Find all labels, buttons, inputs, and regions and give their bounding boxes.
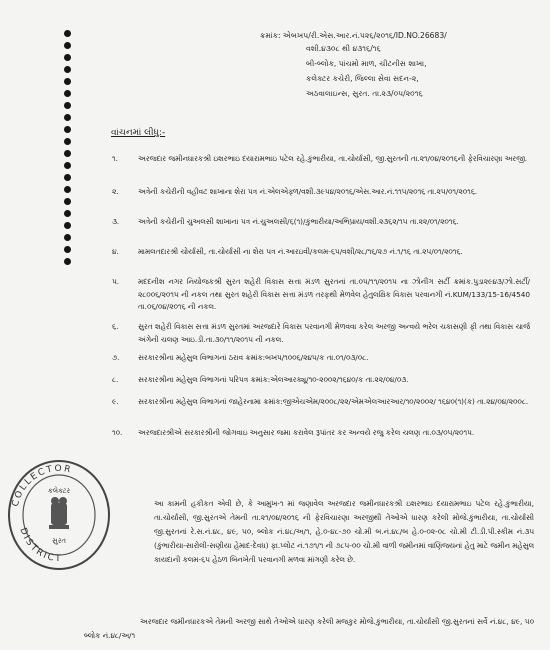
reference-text: સરકારશ્રીના મહેસુલ વિભાગનાં ઠરાવ ક્રમાંક:બખપ/૧૦૦૬/૨૪૫/ક તા.૦૧/૦૩/૦૮. <box>138 353 369 362</box>
seal-top-text: COLLECTOR <box>10 463 74 508</box>
reference-number: ૮. <box>112 375 119 384</box>
punch-hole <box>64 258 71 265</box>
emblem-icon <box>49 497 69 529</box>
reference-text: અત્રેની કચેરીની ચુઅલસી શાખાના પત્ર નં.ચુઅલસી/૬(૧)/કુંભારીયા/અભિપ્રાય/વશી.૨૩૬૨/૧૫ તા.૨૨/૦૧/૨૦૧૬. <box>138 217 459 226</box>
punch-hole <box>64 150 71 157</box>
reference-text: અરજદાર જમીનધારકશ્રી ઇશરભાઇ દયારામભાઇ પટેલ રહે.કુંભારીયા, તા.ચોર્યાસી, જી.સુરતની તા.૨૧/૦૪/૨૦૧૬ની ફેરવિચારણા અરજી. <box>138 154 528 163</box>
reference-text: સુરત શહેરી વિકાસ સત્તા મંડળ સુરતમાં અરજદારે વિકાસ પરવાનગી મેળવવા કરેલ અરજી અન્વયે ભરેલ ચકાસણી ફી તથા વિકાસ ચાર્જ અંગેની ચલણ આઇ.ડી.તા.૩૦/૧૧/૨૦૧૫ ની નકલ. <box>138 322 530 344</box>
punch-hole <box>64 186 71 193</box>
reference-text: મદદનીશ નગર નિયોજકશ્રી સુરત શહેરી વિકાસ સત્તા મંડળ સુરતનાં તા.૦૫/૧૧/૨૦૧૫ ના ઝોનીંગ સર્ટી ક્રમાંક.પુડા૨૯૪૩/ઝો.સર્ટી/૨૮૦૦૬/૨૦૧૫ ની નકલ તથા સુરત શહેરી વિકાસ સત્તા મંડળ તરફથી મેળવેલ હેતુલક્ષિક વિકાસ પરવાનગી નં.KUM/133/15-16/4540 તા.૦૬/૦૪/૨૦૧૬ ની નકલ. <box>138 277 530 311</box>
body-paragraph: આ કામની હકીકત એવી છે, કે આમુખ-૧ માં જણાવેલ અરજદાર જમીનધારકશ્રી ઇશરભાઇ દયારામભાઇ પટેલ રહે.કુંભારીયા, તા.ચોર્યાસી, જી.સુરતએ તેમની તા.૨૧/૦૪/૨૦૧૬ ની ફેરવિચારણા અરજીથી તેઓએ ધારણ કરેલી મોજે.કુંભારીયા, તા.ચોર્યાસી જી.સુરતનાં રે.સ.નં.૪૮, ૪૯, ૫૦, બ્લોક નં.૪૮/અ/૧, હે.૦-૪૮-૭૦ ચો.મી બ.નં.૪૮/બ હે.૦-૦૨-૦૮ ચો.મી ટી.ડી.પી.સ્કીમ નં.૩૫ (કુંભારીયા-સારોલી-સણીયા હેમાદ-દેવધ) ફા.પ્લોટ નં.૧૭૧/૧ ની ૭૮૫-૦૦ ચો.મી વાળી જમીનમાં વાણિજયનાં હેતુ માટે જમીન મહેસુલ કાયદાની કલમ-૬૫ હેઠળ બિનખેતી પરવાનગી મળવા માંગણી કરેલ છે. <box>154 499 535 564</box>
reference-item <box>112 352 530 365</box>
svg-text:DISTRICT <box>17 527 62 564</box>
punch-hole <box>64 54 71 61</box>
punch-hole <box>64 30 71 37</box>
reference-text: સરકારશ્રીના મહેસુલ વિભાગનાં જાહેરનામા ક્રમાંક:જીએચએમ/૨૦૦૮/૨૨/એમએલઆરઆર/૧૦/૨૦૦૨/ ૧૬૪૦(૧)(ક) તા.૨૪/૦૪/૨૦૦૮. <box>138 397 529 406</box>
reference-item <box>112 374 530 387</box>
reference-item <box>112 186 530 199</box>
reference-text: અત્રેની કચેરીની વહીવટ શાખાના શેરા પત્ર નં.એલએફ્ળ/વશી.૩૯૫૪/૨૦૧૬/એસ.આર.નં.૧૧૫/૨૦૧૬ તા.૨૫/૦૧/૨૦૧૬. <box>138 187 478 196</box>
punch-hole <box>64 222 71 229</box>
punch-hole <box>64 138 71 145</box>
reference-number: ૭. <box>112 353 120 362</box>
punch-hole <box>64 246 71 253</box>
header-line: વશી.૪૩૦૮ થી ૪૩૧૬/૧૬ <box>306 44 381 53</box>
header-line: કલેક્ટર કચેરી, જિલ્લા સેવા સદન-૨, <box>306 74 419 83</box>
reference-item <box>112 276 530 314</box>
punch-hole <box>64 42 71 49</box>
seal-inner-bottom: સુરત <box>52 537 66 545</box>
header-line: ક્રમાંક: એબખપ/રી.એસ.આર.નં.૫૨૬/૨૦૧૬/ID.NO.26683/ <box>260 31 447 40</box>
reference-item <box>112 216 530 229</box>
punch-hole <box>64 210 71 217</box>
reference-number: ૧. <box>112 154 118 163</box>
read-label-text: વાંચનમાં લીધુ:- <box>111 128 166 138</box>
body-paragraph: અરજદાર જમીનધારકએ તેમની અરજી સાથે તેઓએ ધારણ કરેલી મજકુર મોજે.કુંભારીયા, તા.ચોર્યાસી જી.સુરતનાં સર્વે નં.૪૮, ૪૯, ૫૦ બ્લોક નં.૪૮/અ/૧ <box>84 617 534 640</box>
reference-item <box>112 396 530 409</box>
header-line: બી-બ્લોક, પાંચમો માળ, ચીટનીસ શાખા, <box>306 59 427 68</box>
punch-hole <box>64 234 71 241</box>
punch-hole <box>64 174 71 181</box>
reference-text: સરકારશ્રીના મહેસુલ વિભાગનાં પરિપત્ર ક્રમાંક:એલઆરક્યૂ/૧૦-૨૦૦૨/૧૬૪૦/ક તા.૨૨/૦૪/૦૩. <box>138 375 409 384</box>
punch-hole <box>64 90 71 97</box>
reference-text: મામલતદારશ્રી ચોર્યાસી, તા.ચોર્યાસી ના શેરા પત્ર નં.આરઇવી/કલમ-૬૫/વશી/૨૮/૧૬/૨૭ નં.૧/૧૬ તા.૨૫/૦૧/૨૦૧૬. <box>138 247 463 256</box>
header-line: અઠવાલાઇન્સ, સુરત. તા.૨૩/૦૫/૨૦૧૬ <box>306 89 423 98</box>
reference-number: ૯. <box>112 397 119 406</box>
punch-hole <box>64 114 71 121</box>
punch-hole <box>64 162 71 169</box>
punch-holes <box>64 30 76 290</box>
punch-hole <box>64 66 71 73</box>
reference-number: ૨. <box>112 187 119 196</box>
reference-number: ૧૦. <box>112 428 123 437</box>
reference-item <box>112 427 530 440</box>
punch-hole <box>64 198 71 205</box>
reference-item <box>112 321 530 346</box>
reference-text: અરજદારશ્રીએ સરકારશ્રીની જોગવાઇ અનુસાર જમા કરાવેલ રૂપાંતર કર અન્વયે રજુ કરેલ ચલણ તા.૦૩/૦૫/૨૦૧૫. <box>138 428 475 437</box>
punch-hole <box>64 126 71 133</box>
reference-number: ૫. <box>112 277 120 286</box>
punch-hole <box>64 78 71 85</box>
seal-inner-top: કલેક્ટર <box>47 487 71 495</box>
reference-item <box>112 153 530 166</box>
reference-number: ૬. <box>112 322 119 331</box>
reference-item <box>112 246 530 259</box>
seal-bottom-text: DISTRICT <box>17 526 63 565</box>
reference-number: ૪. <box>112 247 119 256</box>
punch-hole <box>64 102 71 109</box>
reference-number: ૩. <box>112 217 120 226</box>
collector-seal <box>5 455 113 573</box>
read-label <box>111 128 165 138</box>
